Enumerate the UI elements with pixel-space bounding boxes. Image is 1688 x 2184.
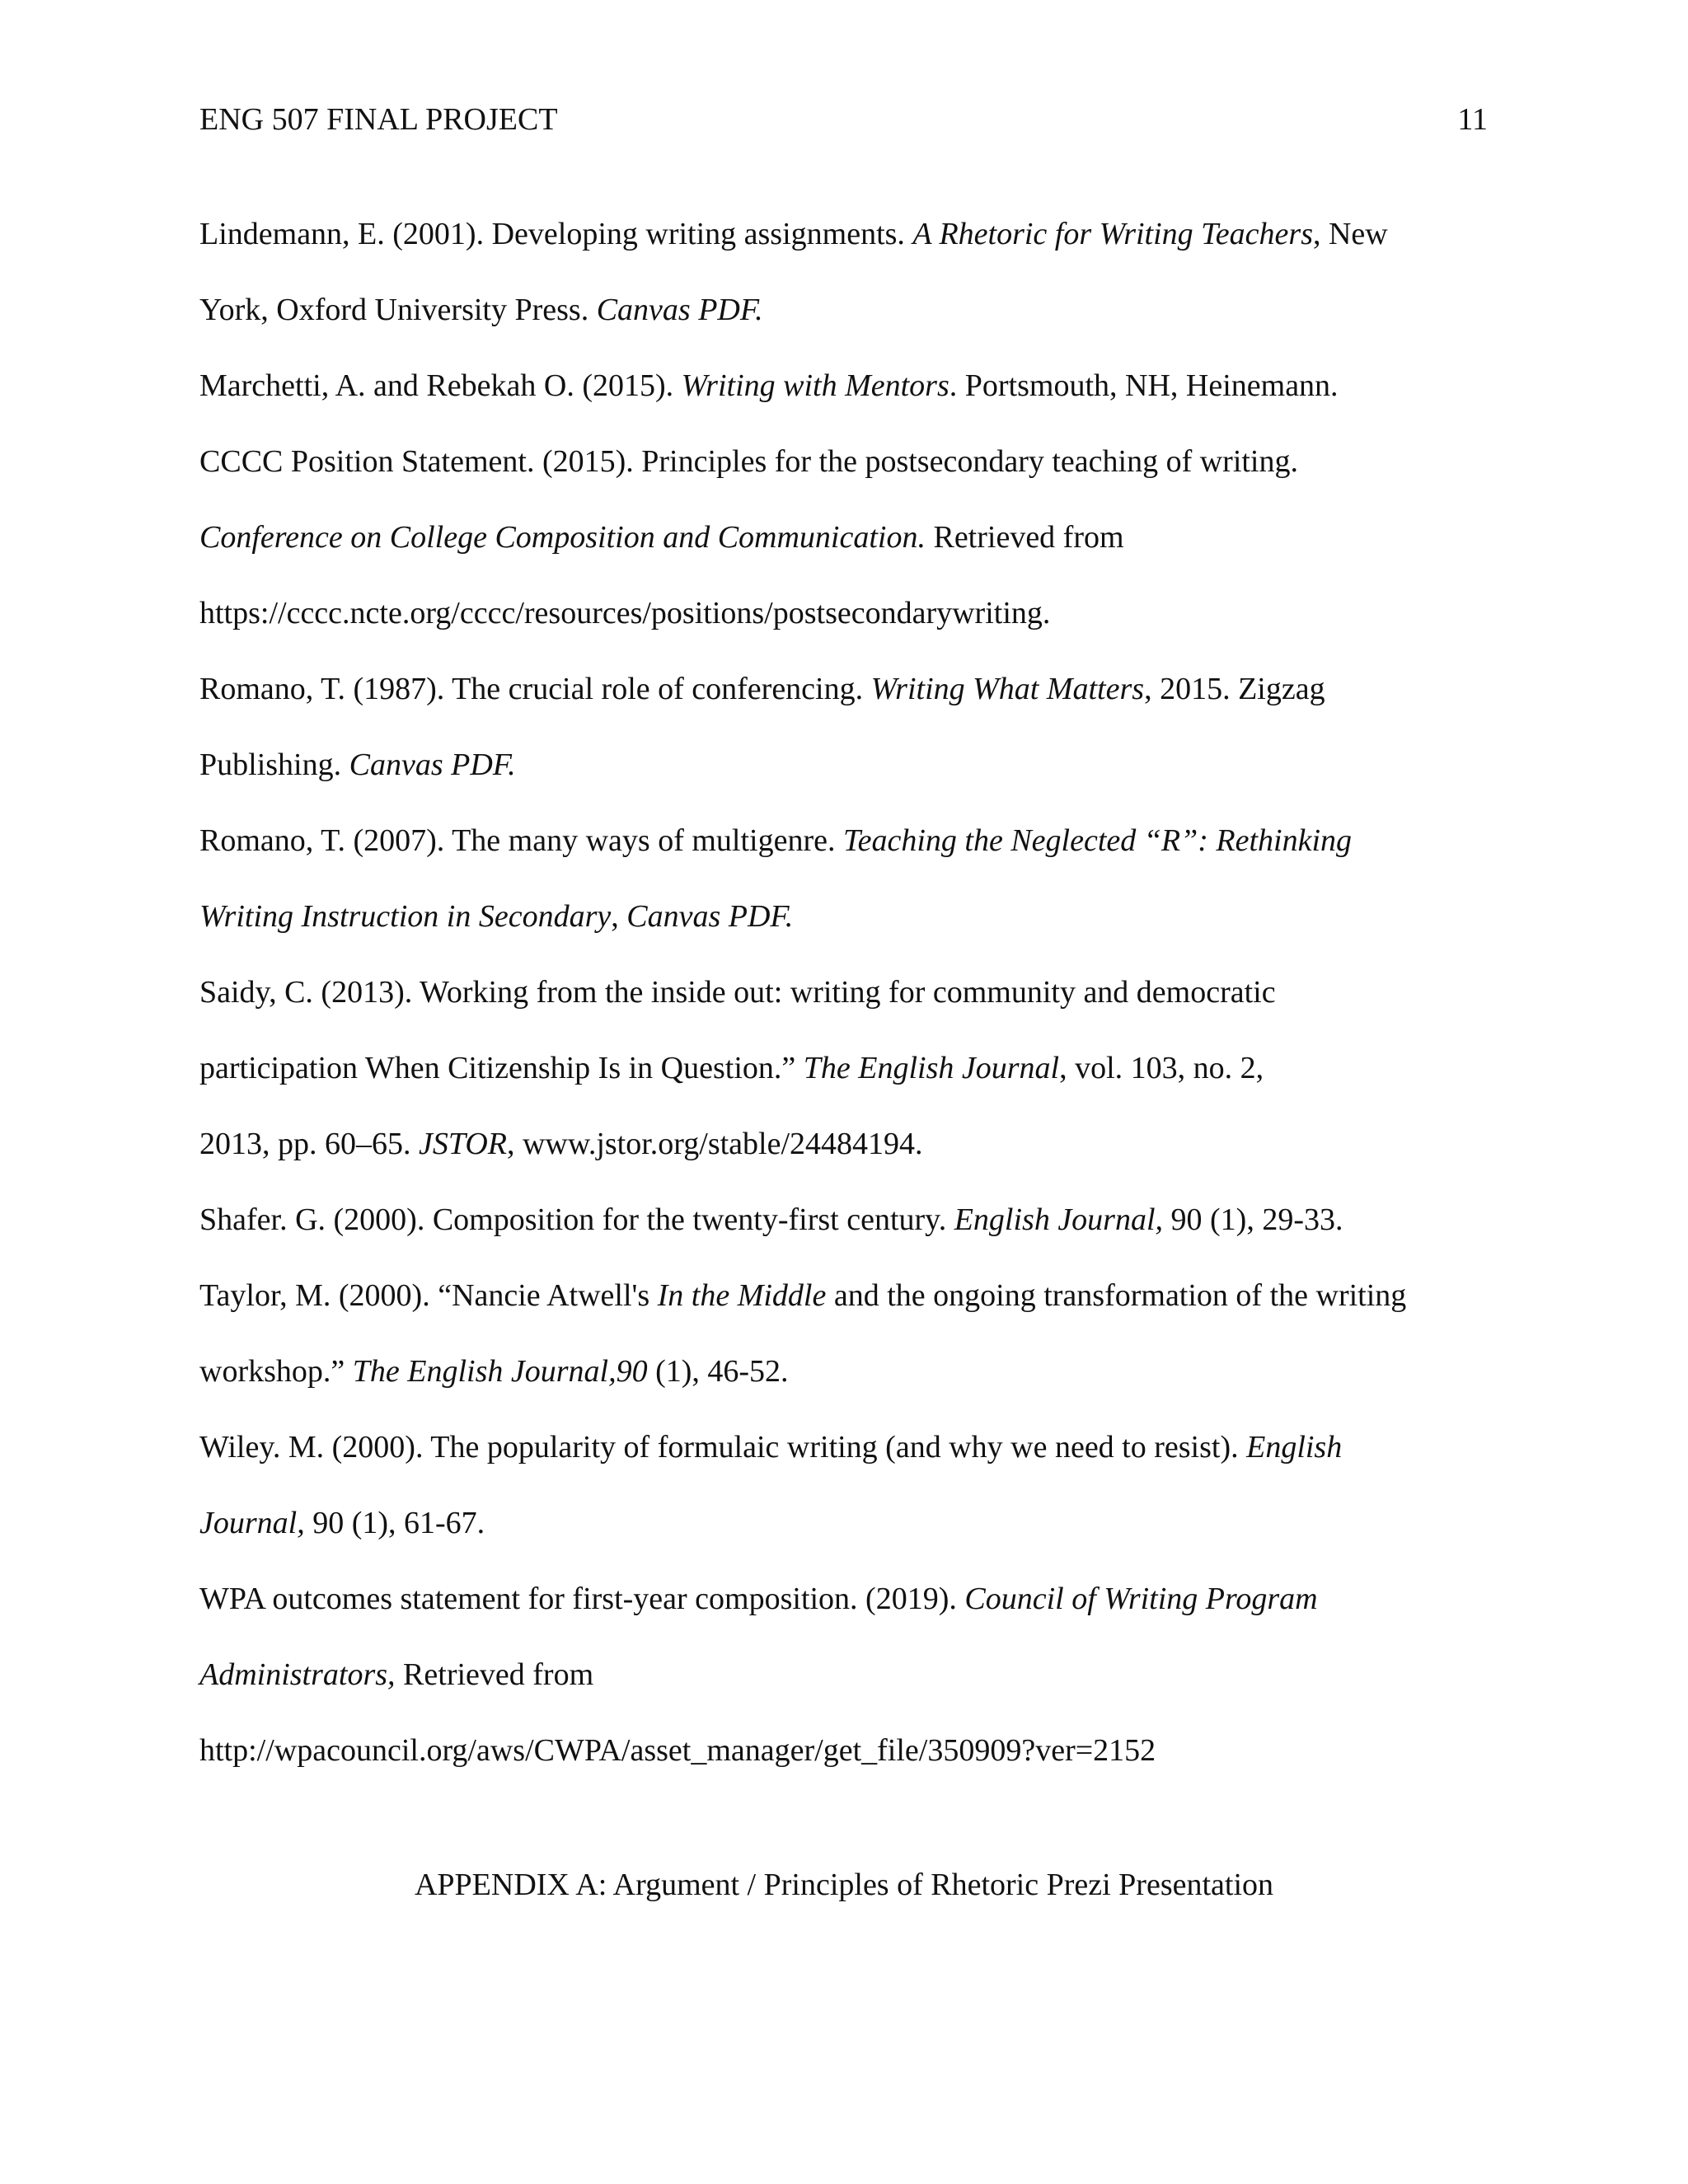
reference-text: 90 (1), 61-67. xyxy=(304,1506,485,1540)
reference-line xyxy=(199,348,1518,424)
reference-text: Taylor, M. (2000). “Nancie Atwell's xyxy=(199,1278,658,1313)
reference-line xyxy=(199,879,1518,954)
reference-text: York, Oxford University Press. xyxy=(199,293,597,327)
reference-line xyxy=(199,1106,1518,1182)
reference-text: https://cccc.ncte.org/cccc/resources/positions/postsecondarywriting. xyxy=(199,596,1051,630)
reference-text: workshop.” xyxy=(199,1354,353,1389)
reference-line xyxy=(199,272,1518,348)
reference-line xyxy=(199,1030,1518,1106)
reference-text: Saidy, C. (2013). Working from the inside out: writing for community and democratic xyxy=(199,975,1276,1010)
reference-entry xyxy=(199,954,1518,1182)
reference-line xyxy=(199,575,1518,651)
reference-text: , xyxy=(611,899,627,934)
reference-text: Marchetti, A. and Rebekah O. (2015). xyxy=(199,368,682,403)
reference-line xyxy=(199,1182,1518,1258)
reference-line xyxy=(199,1258,1518,1333)
reference-entry xyxy=(199,196,1518,348)
reference-italic-text: Journal, xyxy=(199,1506,305,1540)
reference-italic-text: Conference on College Composition and Communication. xyxy=(199,520,926,555)
reference-italic-text: English Journal, xyxy=(954,1202,1164,1237)
reference-line xyxy=(199,1333,1518,1409)
reference-line xyxy=(199,727,1518,803)
reference-italic-text: English xyxy=(1246,1430,1343,1465)
reference-line xyxy=(199,954,1518,1030)
reference-italic-text: Canvas PDF. xyxy=(349,748,516,782)
reference-text: . Portsmouth, NH, Heinemann. xyxy=(949,368,1339,403)
running-head: ENG 507 FINAL PROJECT xyxy=(199,102,558,137)
reference-italic-text: Administrators, xyxy=(199,1657,396,1692)
reference-italic-text: The English Journal,90 xyxy=(352,1354,648,1389)
reference-text: participation When Citizenship Is in Question.” xyxy=(199,1051,804,1085)
reference-line xyxy=(199,1713,1518,1788)
reference-text: Romano, T. (2007). The many ways of multigenre. xyxy=(199,823,843,858)
reference-text: , vol. 103, no. 2, xyxy=(1059,1051,1264,1085)
reference-italic-text: Canvas PDF. xyxy=(596,293,763,327)
reference-line xyxy=(199,1409,1518,1485)
reference-text: http://wpacouncil.org/aws/CWPA/asset_manager/get_file/350909?ver=2152 xyxy=(199,1733,1156,1768)
reference-entry xyxy=(199,803,1518,954)
reference-entry xyxy=(199,1258,1518,1409)
reference-italic-text: Council of Writing Program xyxy=(964,1582,1318,1616)
reference-line xyxy=(199,651,1518,727)
reference-text: WPA outcomes statement for first-year composition. (2019). xyxy=(199,1582,965,1616)
reference-list xyxy=(199,196,1518,1788)
reference-text: (1), 46-52. xyxy=(647,1354,789,1389)
reference-italic-text: Writing Instruction in Secondary xyxy=(199,899,612,934)
reference-italic-text: Canvas PDF. xyxy=(626,899,794,934)
reference-text: Lindemann, E. (2001). Developing writing assignments. xyxy=(199,217,913,251)
reference-text: Shafer. G. (2000). Composition for the twenty-first century. xyxy=(199,1202,954,1237)
reference-entry xyxy=(199,651,1518,803)
reference-text: Retrieved from xyxy=(395,1657,594,1692)
reference-line xyxy=(199,196,1518,272)
reference-entry xyxy=(199,424,1518,651)
reference-entry xyxy=(199,1182,1518,1258)
reference-line xyxy=(199,1561,1518,1637)
reference-italic-text: A Rhetoric for Writing Teachers xyxy=(912,217,1313,251)
reference-line xyxy=(199,803,1518,879)
reference-text: , www.jstor.org/stable/24484194. xyxy=(506,1127,923,1161)
reference-line xyxy=(199,1637,1518,1713)
reference-italic-text: In the Middle xyxy=(657,1278,827,1313)
reference-italic-text: Writing with Mentors xyxy=(681,368,950,403)
page-number: 11 xyxy=(1457,102,1488,137)
reference-italic-text: JSTOR xyxy=(419,1127,507,1161)
reference-text: and the ongoing transformation of the writing xyxy=(826,1278,1407,1313)
reference-text: Retrieved from xyxy=(925,520,1124,555)
reference-line xyxy=(199,424,1518,499)
reference-text: 90 (1), 29-33. xyxy=(1163,1202,1343,1237)
reference-line xyxy=(199,499,1518,575)
reference-text: CCCC Position Statement. (2015). Principles for the postsecondary teaching of writing. xyxy=(199,444,1298,479)
reference-text: , 2015. Zigzag xyxy=(1144,672,1325,706)
reference-entry xyxy=(199,348,1518,424)
reference-text: 2013, pp. 60–65. xyxy=(199,1127,419,1161)
reference-line xyxy=(199,1485,1518,1561)
reference-text: Wiley. M. (2000). The popularity of formulaic writing (and why we need to resist). xyxy=(199,1430,1247,1465)
reference-italic-text: Teaching the Neglected “R”: Rethinking xyxy=(842,823,1353,858)
reference-entry xyxy=(199,1561,1518,1788)
reference-italic-text: The English Journal xyxy=(803,1051,1060,1085)
reference-text: , New xyxy=(1312,217,1388,251)
appendix-heading: APPENDIX A: Argument / Principles of Rhetoric Prezi Presentation xyxy=(414,1868,1274,1902)
reference-italic-text: Writing What Matters xyxy=(870,672,1145,706)
reference-text: Romano, T. (1987). The crucial role of conferencing. xyxy=(199,672,871,706)
reference-text: Publishing. xyxy=(199,748,349,782)
reference-entry xyxy=(199,1409,1518,1561)
